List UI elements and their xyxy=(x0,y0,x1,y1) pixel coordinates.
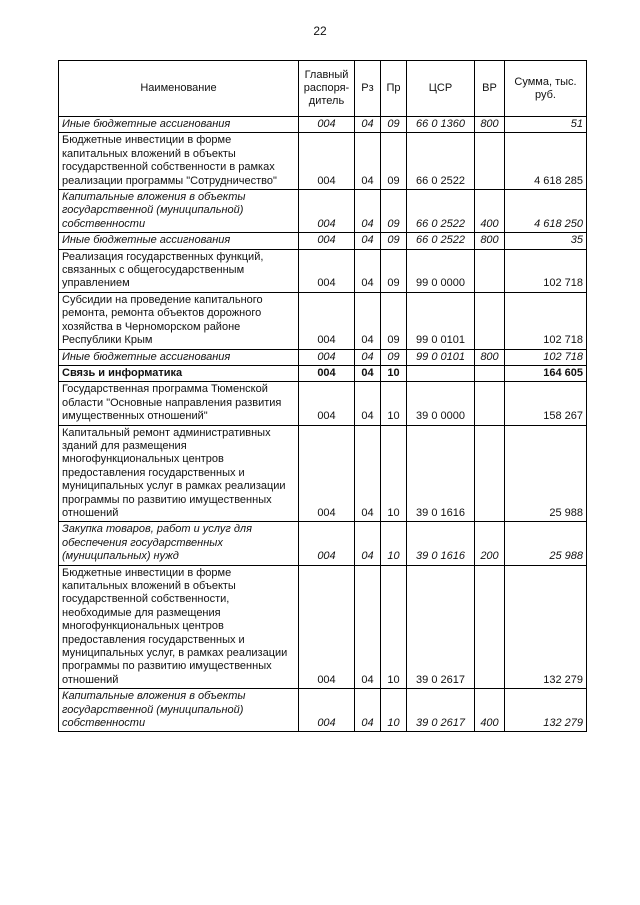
cell-csr: 99 0 0000 xyxy=(407,249,475,292)
cell-admin: 004 xyxy=(299,522,355,565)
cell-admin: 004 xyxy=(299,349,355,365)
table-row xyxy=(59,425,587,522)
table-row xyxy=(59,133,587,190)
cell-csr: 66 0 2522 xyxy=(407,233,475,249)
table-row xyxy=(59,292,587,349)
cell-rz: 04 xyxy=(355,117,381,133)
cell-name: Капитальные вложения в объекты государственной (муниципальной) собственности xyxy=(59,689,299,732)
header-rz: Рз xyxy=(355,61,381,117)
cell-csr: 39 0 2617 xyxy=(407,689,475,732)
cell-admin: 004 xyxy=(299,689,355,732)
cell-admin: 004 xyxy=(299,365,355,381)
cell-admin: 004 xyxy=(299,233,355,249)
cell-admin: 004 xyxy=(299,133,355,190)
budget-table xyxy=(58,60,587,732)
cell-sum: 102 718 xyxy=(505,349,587,365)
cell-vr: 800 xyxy=(475,117,505,133)
cell-rz: 04 xyxy=(355,292,381,349)
header-sum: Сумма, тыс. руб. xyxy=(505,61,587,117)
cell-name: Реализация государственных функций, связанных с общегосударственным управлением xyxy=(59,249,299,292)
cell-vr xyxy=(475,425,505,522)
cell-pr: 09 xyxy=(381,249,407,292)
cell-vr: 400 xyxy=(475,689,505,732)
cell-csr: 66 0 2522 xyxy=(407,133,475,190)
cell-rz: 04 xyxy=(355,190,381,233)
cell-csr: 39 0 1616 xyxy=(407,425,475,522)
cell-rz: 04 xyxy=(355,233,381,249)
cell-name: Государственная программа Тюменской области "Основные направления развития имущественных отношений" xyxy=(59,382,299,425)
cell-name: Связь и информатика xyxy=(59,365,299,381)
cell-vr: 400 xyxy=(475,190,505,233)
cell-pr: 09 xyxy=(381,233,407,249)
cell-vr xyxy=(475,365,505,381)
cell-admin: 004 xyxy=(299,117,355,133)
cell-sum: 25 988 xyxy=(505,425,587,522)
cell-sum: 35 xyxy=(505,233,587,249)
cell-vr: 800 xyxy=(475,233,505,249)
cell-name: Капитальные вложения в объекты государственной (муниципальной) собственности xyxy=(59,190,299,233)
cell-name: Капитальный ремонт административных зданий для размещения многофункциональных центров предоставления государственных и муниципальных услуг в рамках реализации программы по развитию имущественных отношений xyxy=(59,425,299,522)
header-csr: ЦСР xyxy=(407,61,475,117)
cell-rz: 04 xyxy=(355,565,381,689)
table-row xyxy=(59,689,587,732)
cell-name: Закупка товаров, работ и услуг для обеспечения государственных (муниципальных) нужд xyxy=(59,522,299,565)
cell-rz: 04 xyxy=(355,365,381,381)
header-name: Наименование xyxy=(59,61,299,117)
table-row xyxy=(59,190,587,233)
table-row xyxy=(59,349,587,365)
header-admin: Главный распоря-дитель xyxy=(299,61,355,117)
cell-vr xyxy=(475,133,505,190)
table-header-row xyxy=(59,61,587,117)
cell-name: Иные бюджетные ассигнования xyxy=(59,349,299,365)
cell-admin: 004 xyxy=(299,565,355,689)
cell-pr: 10 xyxy=(381,522,407,565)
cell-sum: 102 718 xyxy=(505,249,587,292)
cell-sum: 4 618 285 xyxy=(505,133,587,190)
table-row xyxy=(59,117,587,133)
table-row xyxy=(59,365,587,381)
cell-rz: 04 xyxy=(355,249,381,292)
cell-name: Бюджетные инвестиции в форме капитальных вложений в объекты государственной собственности, необходимые для размещения многофункциональных центров предоставления государственных и муниципальных услуг, в рамках реализации программы по развитию имущественных отношений xyxy=(59,565,299,689)
cell-name: Бюджетные инвестиции в форме капитальных вложений в объекты государственной собственности в рамках реализации программы "Сотрудничество" xyxy=(59,133,299,190)
cell-csr: 66 0 1360 xyxy=(407,117,475,133)
cell-pr: 09 xyxy=(381,117,407,133)
cell-admin: 004 xyxy=(299,382,355,425)
cell-name: Субсидии на проведение капитального ремонта, ремонта объектов дорожного хозяйства в Черноморском районе Республики Крым xyxy=(59,292,299,349)
cell-vr: 800 xyxy=(475,349,505,365)
table-row xyxy=(59,522,587,565)
cell-sum: 164 605 xyxy=(505,365,587,381)
cell-sum: 132 279 xyxy=(505,565,587,689)
cell-vr xyxy=(475,292,505,349)
cell-admin: 004 xyxy=(299,292,355,349)
header-pr: Пр xyxy=(381,61,407,117)
cell-csr: 99 0 0101 xyxy=(407,349,475,365)
cell-csr: 99 0 0101 xyxy=(407,292,475,349)
cell-csr: 66 0 2522 xyxy=(407,190,475,233)
cell-pr: 10 xyxy=(381,382,407,425)
page-number: 22 xyxy=(313,24,327,38)
cell-vr: 200 xyxy=(475,522,505,565)
cell-vr xyxy=(475,382,505,425)
cell-rz: 04 xyxy=(355,349,381,365)
table-row xyxy=(59,382,587,425)
table-row xyxy=(59,565,587,689)
cell-admin: 004 xyxy=(299,190,355,233)
cell-pr: 10 xyxy=(381,425,407,522)
cell-sum: 132 279 xyxy=(505,689,587,732)
cell-csr: 39 0 0000 xyxy=(407,382,475,425)
cell-pr: 09 xyxy=(381,133,407,190)
header-vr: ВР xyxy=(475,61,505,117)
cell-sum: 158 267 xyxy=(505,382,587,425)
cell-pr: 09 xyxy=(381,349,407,365)
cell-sum: 51 xyxy=(505,117,587,133)
cell-pr: 10 xyxy=(381,365,407,381)
cell-admin: 004 xyxy=(299,425,355,522)
cell-rz: 04 xyxy=(355,689,381,732)
cell-name: Иные бюджетные ассигнования xyxy=(59,117,299,133)
cell-sum: 4 618 250 xyxy=(505,190,587,233)
cell-csr xyxy=(407,365,475,381)
cell-csr: 39 0 2617 xyxy=(407,565,475,689)
cell-sum: 25 988 xyxy=(505,522,587,565)
cell-sum: 102 718 xyxy=(505,292,587,349)
cell-pr: 09 xyxy=(381,292,407,349)
cell-vr xyxy=(475,249,505,292)
cell-name: Иные бюджетные ассигнования xyxy=(59,233,299,249)
cell-admin: 004 xyxy=(299,249,355,292)
cell-rz: 04 xyxy=(355,522,381,565)
cell-vr xyxy=(475,565,505,689)
cell-pr: 09 xyxy=(381,190,407,233)
table-row xyxy=(59,233,587,249)
cell-csr: 39 0 1616 xyxy=(407,522,475,565)
cell-rz: 04 xyxy=(355,133,381,190)
cell-rz: 04 xyxy=(355,382,381,425)
table-row xyxy=(59,249,587,292)
cell-rz: 04 xyxy=(355,425,381,522)
cell-pr: 10 xyxy=(381,565,407,689)
cell-pr: 10 xyxy=(381,689,407,732)
